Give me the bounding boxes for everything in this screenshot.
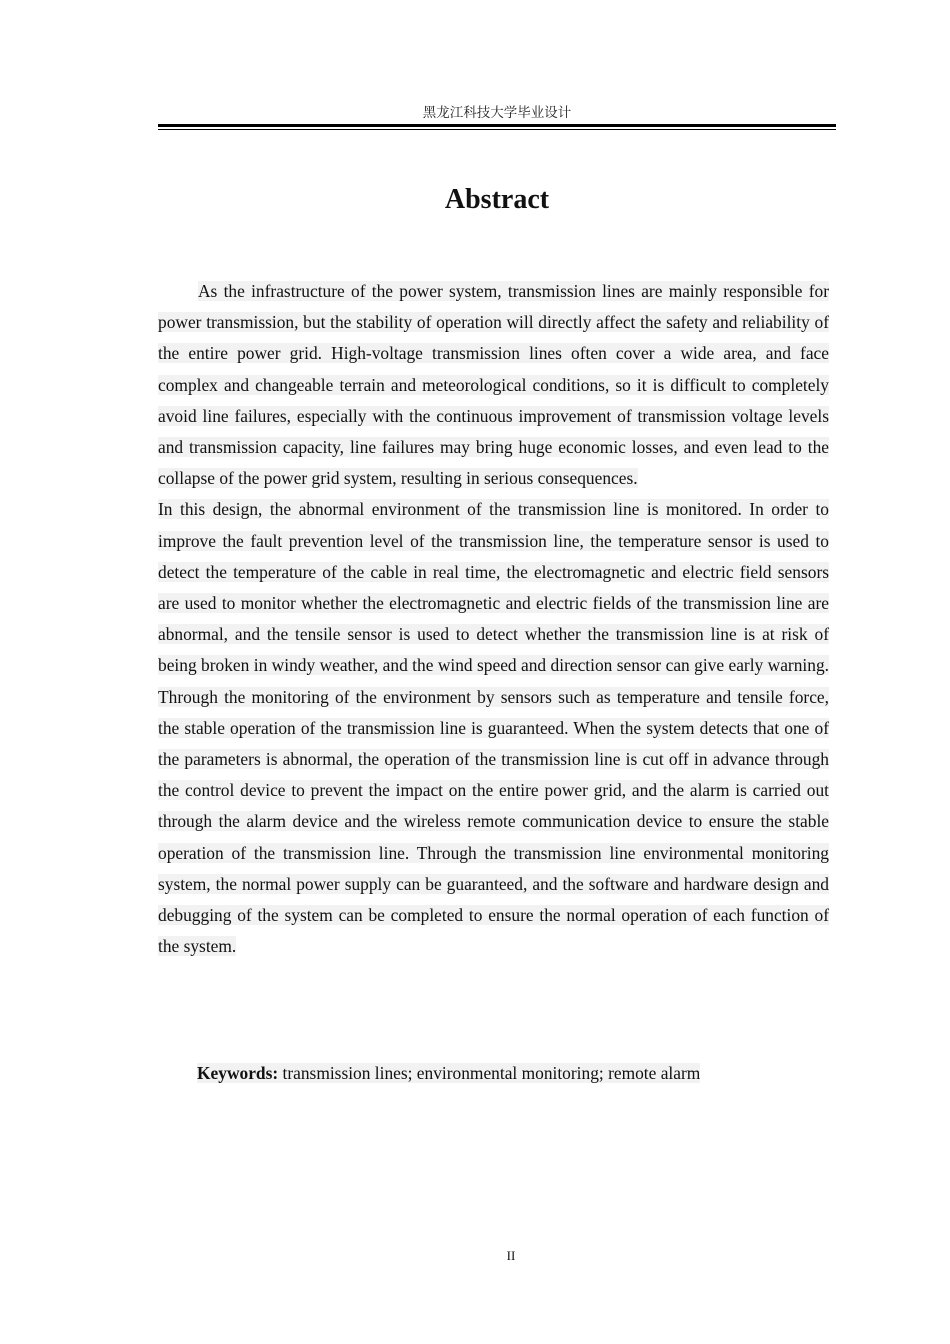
keywords-label: Keywords:: [197, 1063, 279, 1083]
abstract-body: [158, 276, 829, 962]
header-university-title: 黑龙江科技大学毕业设计: [422, 105, 572, 121]
abstract-paragraph-1: [158, 276, 829, 494]
abstract-paragraph-2: [158, 494, 829, 962]
page-number: II: [506, 1248, 516, 1263]
abstract-paragraph-2-text: In this design, the abnormal environment of the transmission line is monitored. In order to improve the fault prevention level of the transmission line, the temperature sensor is used to detect the temperature of the cable in real time, the electromagnetic and electric field sensors are used to monitor whether the electromagnetic and electric fields of the transmission line are abnormal, and the tensile sensor is used to detect whether the transmission line is at risk of being broken in windy weather, and the wind speed and direction sensor can give early warning. Through the monitoring of the environment by sensors such as temperature and tensile force, the stable operation of the transmission line is guaranteed. When the system detects that one of the parameters is abnormal, the operation of the transmission line is cut off in advance through the control device to prevent the impact on the entire power grid, and the alarm is carried out through the alarm device and the wireless remote communication device to ensure the stable operation of the transmission line. Through the transmission line environmental monitoring system, the normal power supply can be guaranteed, and the software and hardware design and debugging of the system can be completed to ensure the normal operation of each function of the system.: [158, 499, 829, 957]
abstract-paragraph-1-text: As the infrastructure of the power system, transmission lines are mainly responsible for power transmission, but the stability of operation will directly affect the safety and reliability of the entire power grid. High-voltage transmission lines often cover a wide area, and face complex and changeable terrain and meteorological conditions, so it is difficult to completely avoid line failures, especially with the continuous improvement of transmission voltage levels and transmission capacity, line failures may bring huge economic losses, and even lead to the collapse of the power grid system, resulting in serious consequences.: [158, 281, 829, 489]
keywords-line: [197, 1058, 700, 1089]
header-rule-thick: [158, 124, 836, 127]
header-rule-thin: [158, 129, 836, 130]
keywords-value: transmission lines; environmental monitoring; remote alarm: [282, 1063, 701, 1083]
page-title: Abstract: [444, 184, 550, 215]
keywords-highlight: [197, 1063, 700, 1083]
